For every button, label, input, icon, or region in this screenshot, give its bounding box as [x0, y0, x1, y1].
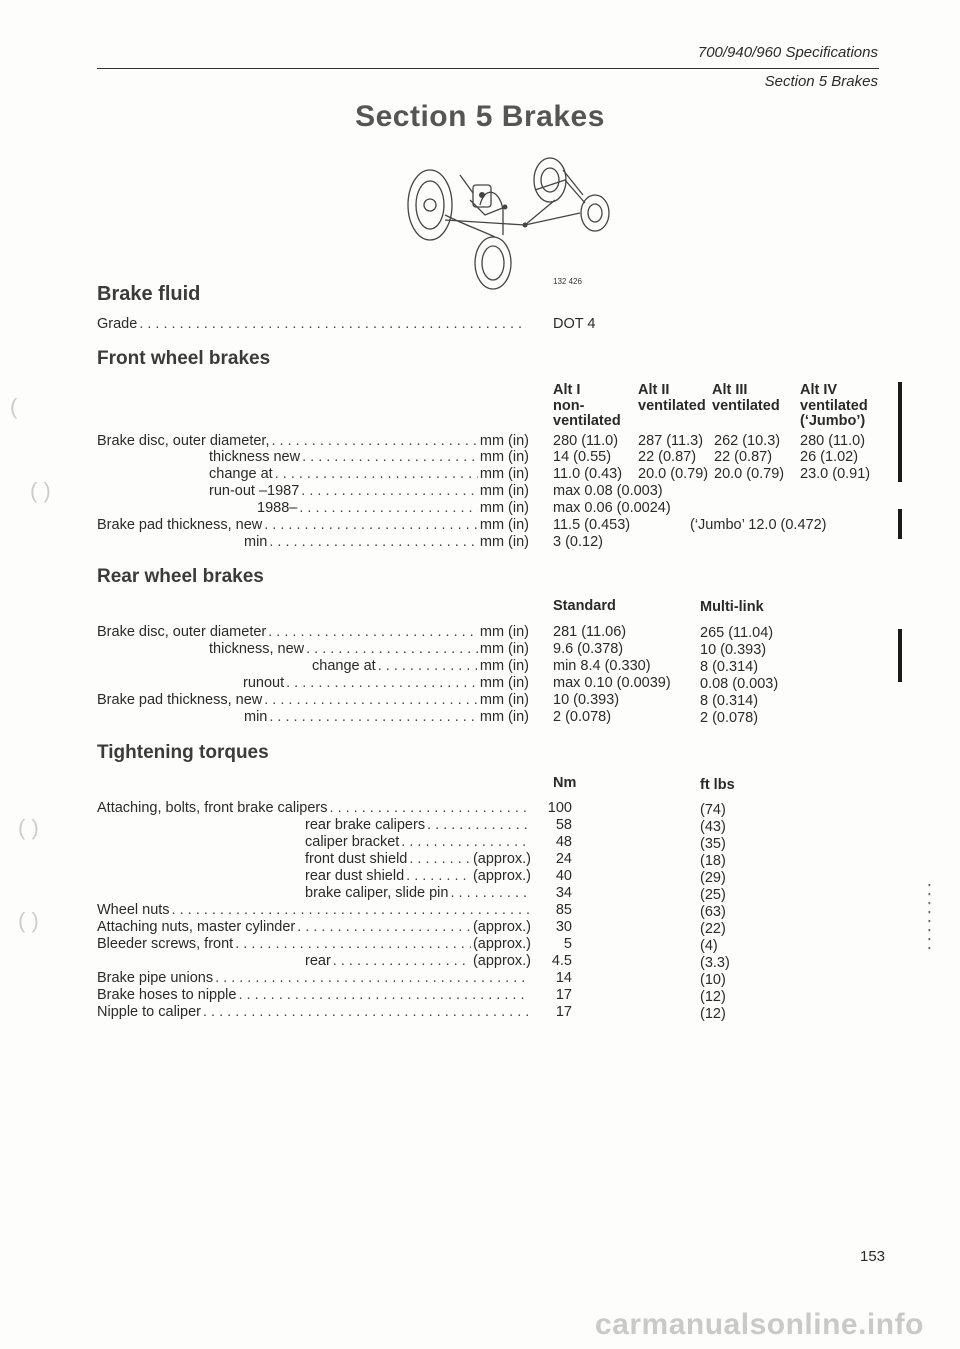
col-header-ft-lbs: ft lbs — [700, 777, 735, 793]
spec-row-front-disc-diameter: Brake disc, outer diameter, . . . mm (in) — [97, 433, 529, 450]
torque-nm: 58 — [555, 817, 572, 833]
figure-code: 132 426 — [553, 277, 582, 286]
section-heading-front-wheel-brakes: Front wheel brakes — [97, 348, 271, 369]
value-cell: max 0.10 (0.0039) — [553, 675, 671, 691]
page-title: Section 5 Brakes — [355, 100, 605, 133]
torque-row: caliper bracket . . . — [305, 834, 531, 851]
section-heading-tightening-torques: Tightening torques — [97, 742, 269, 763]
torque-row: rear . . . (approx.) — [305, 953, 531, 970]
spec-row-front-runout-1987: run-out –1987 . . . mm (in) — [209, 483, 529, 500]
torque-row: Brake hoses to nipple . . . — [97, 987, 531, 1004]
col-header-alt-iv: Alt IV ventilated (‘Jumbo’) — [800, 382, 868, 429]
torque-ftlb: (12) — [700, 989, 726, 1005]
spec-row-front-change-at: change at . . . mm (in) — [209, 466, 529, 483]
spec-row-front-pad-new: Brake pad thickness, new . . . mm (in) — [97, 517, 529, 534]
torque-row: rear brake calipers . . . — [305, 817, 531, 834]
spec-row-rear-thickness-new: thickness, new . . . mm (in) — [209, 641, 529, 658]
torque-nm: 17 — [555, 987, 572, 1003]
value-cell: 14 (0.55) — [553, 449, 612, 465]
margin-artifact: ( — [10, 394, 18, 419]
spec-row-front-thickness-new: thickness new . . . mm (in) — [209, 449, 529, 466]
running-header-section: Section 5 Brakes — [764, 73, 878, 90]
torque-row: rear dust shield . . . (approx.) — [305, 868, 531, 885]
value-cell: 2 (0.078) — [700, 710, 759, 726]
torque-ftlb: (63) — [700, 904, 726, 920]
margin-marks: '' '' '' '' '' '' '' '' — [928, 883, 930, 957]
col-header-alt-iii: Alt III ventilated — [712, 382, 780, 414]
torque-nm: 85 — [555, 902, 572, 918]
brake-system-illustration — [385, 145, 635, 295]
torque-nm: 4.5 — [551, 953, 572, 969]
torque-row: Attaching nuts, master cylinder . . . (approx.) — [97, 919, 531, 936]
watermark: carmanualsonline.info — [595, 1308, 924, 1341]
value-cell: 11.5 (0.453) — [553, 517, 631, 533]
value-cell: 2 (0.078) — [553, 709, 612, 725]
value-cell: 20.0 (0.79) — [714, 466, 785, 482]
running-header-title: 700/940/960 Specifications — [697, 44, 878, 61]
col-header-standard: Standard — [553, 598, 616, 614]
spec-row-front-runout-1988: 1988– . . . mm (in) — [257, 500, 529, 517]
spec-row-front-pad-min: min . . . mm (in) — [244, 534, 529, 551]
torque-row: Brake pipe unions . . . — [97, 970, 531, 987]
spec-row-rear-pad-new: Brake pad thickness, new . . . mm (in) — [97, 692, 529, 709]
col-header-nm: Nm — [553, 775, 577, 791]
margin-artifact: ( ) — [18, 815, 39, 840]
value-cell: 9.6 (0.378) — [553, 641, 624, 657]
value-cell: 11.0 (0.43) — [553, 466, 623, 482]
spec-value: DOT 4 — [553, 316, 596, 332]
value-cell: 265 (11.04) — [700, 625, 774, 641]
torque-nm: 100 — [547, 800, 572, 816]
value-cell: 3 (0.12) — [553, 534, 603, 550]
section-heading-rear-wheel-brakes: Rear wheel brakes — [97, 566, 264, 587]
torque-row: front dust shield . . . (approx.) — [305, 851, 531, 868]
page-number: 153 — [860, 1248, 886, 1265]
torque-ftlb: (35) — [700, 836, 726, 852]
torque-ftlb: (74) — [700, 802, 726, 818]
value-cell: 280 (11.0) — [800, 433, 866, 449]
value-cell: max 0.08 (0.003) — [553, 483, 663, 499]
value-cell: max 0.06 (0.0024) — [553, 500, 671, 516]
revision-bar — [898, 382, 902, 482]
torque-nm: 5 — [563, 936, 572, 952]
torque-ftlb: (22) — [700, 921, 726, 937]
value-cell: 262 (10.3) — [714, 433, 781, 449]
section-heading-brake-fluid: Brake fluid — [97, 283, 201, 305]
value-cell: 22 (0.87) — [714, 449, 773, 465]
torque-nm: 17 — [555, 1004, 572, 1020]
value-cell: min 8.4 (0.330) — [553, 658, 651, 674]
spec-row-grade — [97, 316, 529, 333]
value-cell: 281 (11.06) — [553, 624, 627, 640]
torque-row: brake caliper, slide pin . . . — [305, 885, 531, 902]
value-cell: 287 (11.3) — [638, 433, 704, 449]
value-cell: 20.0 (0.79) — [638, 466, 709, 482]
value-cell: 0.08 (0.003) — [700, 676, 779, 692]
torque-ftlb: (4) — [700, 938, 718, 954]
value-cell: 280 (11.0) — [553, 433, 619, 449]
revision-bar — [898, 629, 902, 682]
col-header-alt-i: Alt I non- ventilated — [553, 382, 621, 429]
torque-nm: 48 — [555, 834, 572, 850]
spec-row-rear-runout: runout . . . mm (in) — [243, 675, 529, 692]
value-cell: (‘Jumbo’ 12.0 (0.472) — [690, 517, 827, 533]
torque-row: Bleeder screws, front . . . (approx.) — [97, 936, 531, 953]
margin-artifact: ( ) — [30, 478, 51, 503]
value-cell: 8 (0.314) — [700, 693, 759, 709]
value-cell: 26 (1.02) — [800, 449, 859, 465]
header-rule — [97, 68, 879, 69]
margin-artifact: ( ) — [18, 908, 39, 933]
torque-ftlb: (18) — [700, 853, 726, 869]
torque-ftlb: (12) — [700, 1006, 726, 1022]
spec-row-rear-pad-min: min . . . mm (in) — [244, 709, 529, 726]
value-cell: 22 (0.87) — [638, 449, 697, 465]
torque-ftlb: (10) — [700, 972, 726, 988]
torque-ftlb: (3.3) — [700, 955, 730, 971]
spec-row-rear-change-at: change at . . . mm (in) — [312, 658, 529, 675]
spec-label: Grade — [97, 316, 138, 332]
torque-nm: 34 — [555, 885, 572, 901]
torque-ftlb: (25) — [700, 887, 726, 903]
torque-nm: 14 — [555, 970, 572, 986]
torque-row: Nipple to caliper . . . — [97, 1004, 531, 1021]
value-cell: 10 (0.393) — [700, 642, 767, 658]
value-cell: 10 (0.393) — [553, 692, 620, 708]
torque-ftlb: (43) — [700, 819, 726, 835]
spec-row-rear-disc-diameter: Brake disc, outer diameter . . . mm (in) — [97, 624, 529, 641]
torque-nm: 40 — [555, 868, 572, 884]
value-cell: 23.0 (0.91) — [800, 466, 871, 482]
value-cell: 8 (0.314) — [700, 659, 759, 675]
torque-row: Wheel nuts . . . — [97, 902, 531, 919]
torque-row: Attaching, bolts, front brake calipers . . . — [97, 800, 531, 817]
revision-bar — [898, 509, 902, 539]
torque-nm: 24 — [555, 851, 572, 867]
torque-ftlb: (29) — [700, 870, 726, 886]
col-header-multi-link: Multi-link — [700, 599, 764, 615]
col-header-alt-ii: Alt II ventilated — [638, 382, 706, 414]
torque-nm: 30 — [555, 919, 572, 935]
